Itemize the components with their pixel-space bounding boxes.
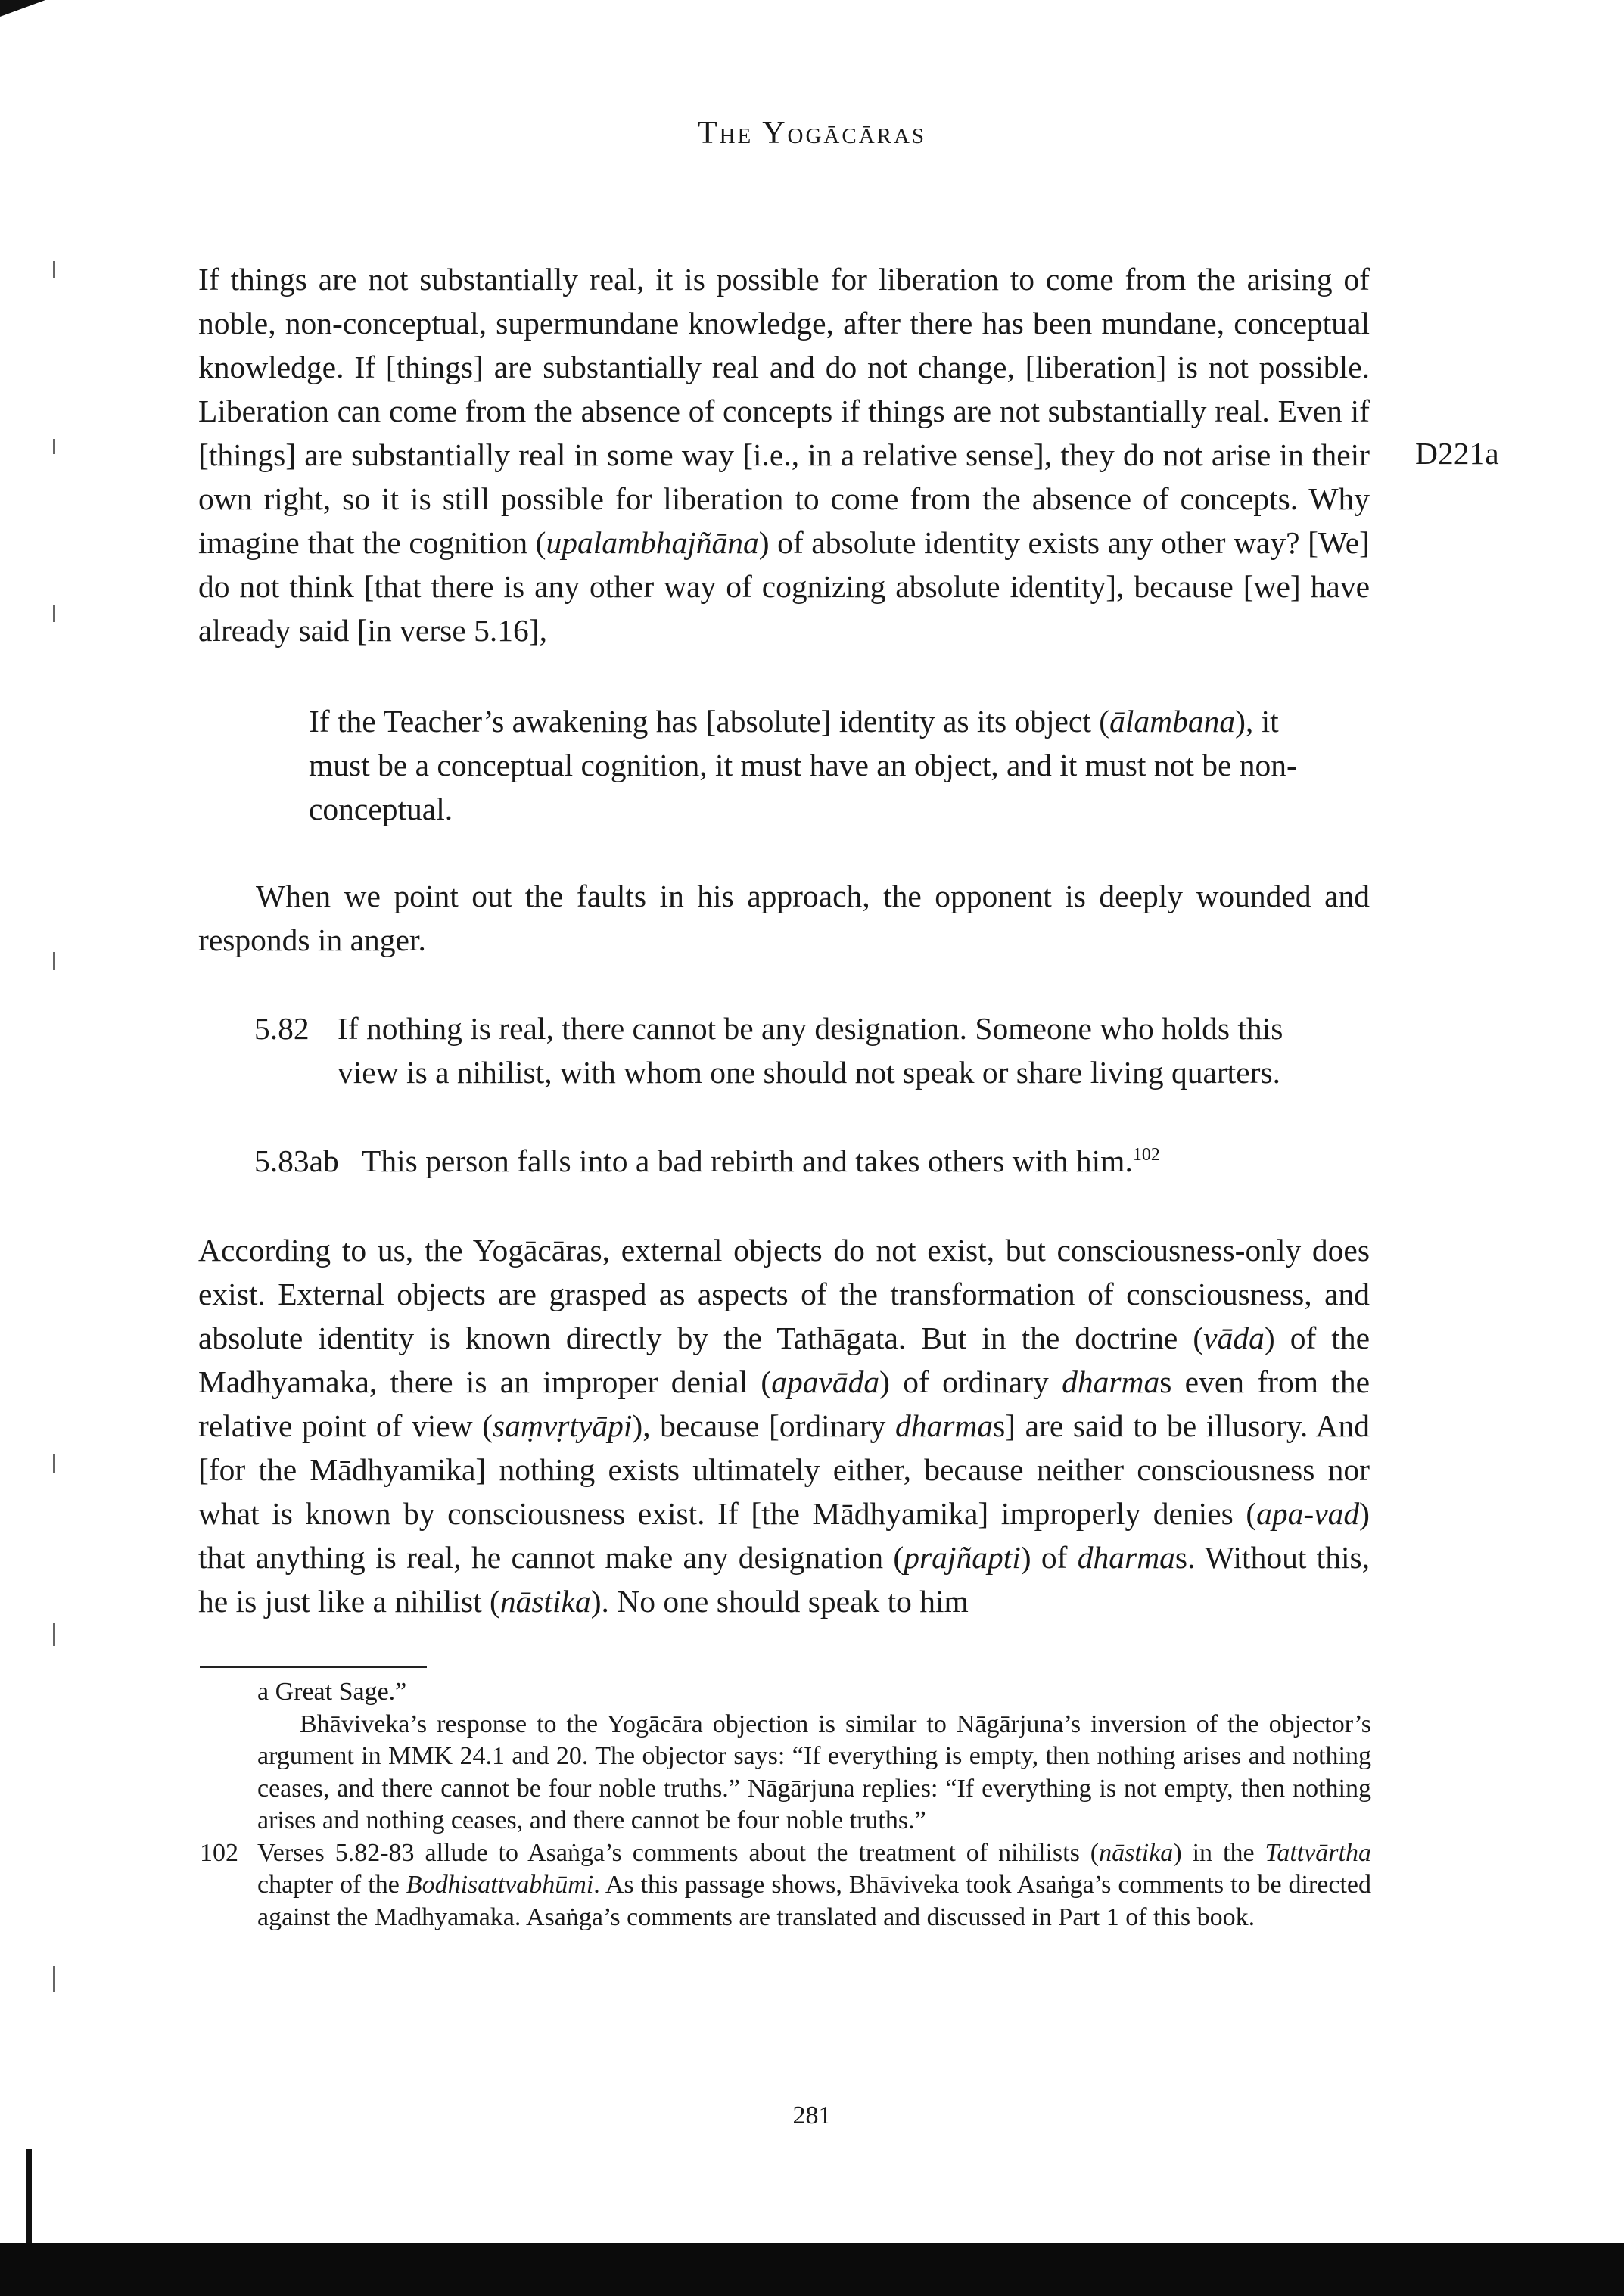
footnote-continuation-paragraph: Bhāviveka’s response to the Yogācāra objection is similar to Nāgārjuna’s inversion of the objector’s argument in MMK 24.1 and 20. The objector says: “If everything is empty, then nothing arises and nothing ceases, and there cannot be four noble truths.” Nāgārjuna replies: “If everything is not empty, then nothing arises and nothing ceases, and there cannot be four noble truths.” [257, 1710, 1371, 1834]
verse-text: If nothing is real, there cannot be any designation. Someone who holds this view is a nihilist, with whom one should not speak or share living quarters. [338, 1011, 1283, 1090]
gutter-mark [53, 1454, 55, 1473]
verse-5-83ab [254, 1139, 1352, 1183]
footnote-102: 102 Verses 5.82-83 allude to Asaṅga’s comments about the treatment of nihilists (nāstika) in the Tattvārtha chapter of the Bodhisattvabhūmi. As this passage shows, Bhāviveka took Asaṅga’s comments to be directed against the Madhyamaka. Asaṅga’s comments are translated and discussed in Part 1 of this book. [200, 1838, 1371, 1931]
paragraph-2: When we point out the faults in his approach, the opponent is deeply wounded and responds in anger. [198, 879, 1370, 957]
footnote-continuation: a Great Sage.” [257, 1678, 407, 1706]
gutter-mark [53, 439, 55, 454]
verse-number: 5.83ab [254, 1143, 339, 1178]
footnote-rule [200, 1666, 427, 1668]
gutter-mark [53, 261, 55, 278]
verse-text: This person falls into a bad rebirth and takes others with him.$^{102}$ [362, 1143, 1160, 1178]
gutter-mark [53, 605, 55, 622]
footnote-number: 102 [200, 1838, 238, 1867]
margin-reference: D221a [1415, 436, 1499, 471]
gutter-mark [53, 952, 55, 970]
verse-5-82 [254, 1006, 1352, 1094]
paragraph-1: If things are not substantially real, it is possible for liberation to come from the arising of noble, non-conceptual, supermundane knowledge, after there has been mundane, conceptual knowledge. If [things] are substantially real and do not change, [liberation] is not possible. Liberation can come from the absence of concepts if things are not substantially real. Even if [things] are substantially real in some way [i.e., in a relative sense], they do not arise in their own right, so it is still possible for liberation to come from the absence of concepts. Why imagine that the cognition (upalambhajñāna) of absolute identity exists any other way? [We] do not think [that there is any other way of cognizing absolute identity], because [we] have already said [in verse 5.16], [198, 262, 1370, 648]
footnote-ref-102[interactable]: 102 [1132, 1145, 1160, 1165]
scan-corner-mark [0, 0, 45, 17]
gutter-mark [53, 1623, 55, 1646]
running-head: The Yogācāras [697, 116, 927, 151]
paragraph-3: According to us, the Yogācāras, external objects do not exist, but consciousness-only does exist. External objects are grasped as aspects of the transformation of consciousness, and absolute identity is known directly by the Tathāgata. But in the doctrine (vāda) of the Madhyamaka, there is an improper denial (apavāda) of ordinary dharmas even from the relative point of view (saṃvṛtyāpi), because [ordinary dharmas] are said to be illusory. And [for the Mādhyamika] nothing exists ultimately either, because neither consciousness nor what is known by consciousness exist. If [the Mādhyamika] improperly denies (apa-vad) that anything is real, he cannot make any designation (prajñapti) of dharmas. Without this, he is just like a nihilist (nāstika). No one should speak to him [198, 1233, 1370, 1619]
scan-bottom-band [0, 2243, 1624, 2296]
page-number: 281 [792, 2102, 832, 2130]
verse-number: 5.82 [254, 1011, 310, 1046]
gutter-mark [53, 1966, 55, 1992]
block-quote: If the Teacher’s awakening has [absolute] identity as its object (ālambana), it must be a conceptual cognition, it must have an object, and it must not be non-conceptual. [309, 704, 1297, 826]
footnotes [200, 1676, 1371, 1934]
binding-edge [26, 2149, 32, 2248]
